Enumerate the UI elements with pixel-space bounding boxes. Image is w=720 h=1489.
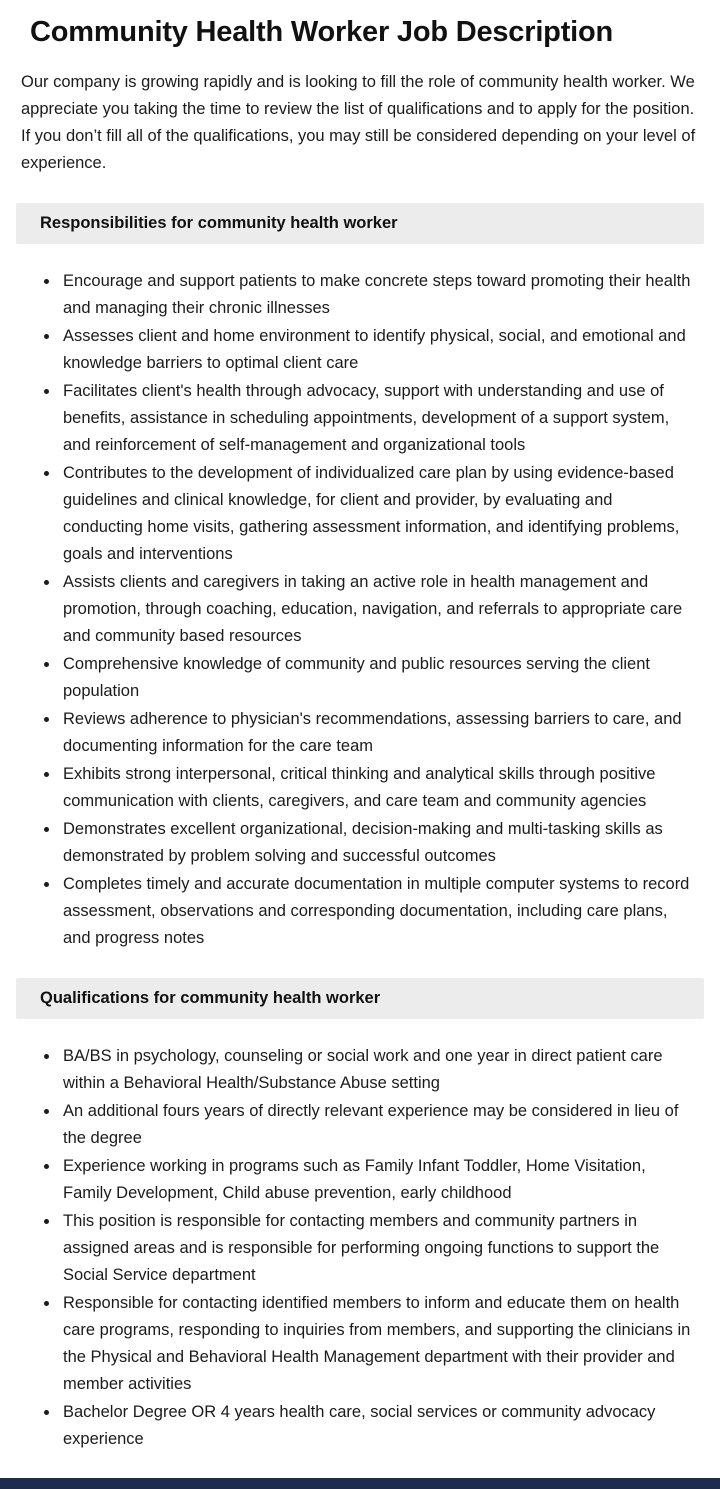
list-item: • Assesses client and home environment to identify physical, social, and emotional and knowledge barriers to optimal client care — [60, 323, 696, 377]
section-heading-qualifications: Qualifications for community health worker — [16, 978, 704, 1019]
qualifications-list — [21, 1043, 696, 1453]
page-title: Community Health Worker Job Description — [30, 16, 614, 48]
list-item: • Assists clients and caregivers in taking an active role in health management and promotion, through coaching, education, navigation, and referrals to appropriate care and community based resources — [60, 569, 696, 650]
list-item: • Experience working in programs such as Family Infant Toddler, Home Visitation, Family Development, Child abuse prevention, early childhood — [60, 1153, 696, 1207]
list-item: • Comprehensive knowledge of community and public resources serving the client population — [60, 651, 696, 705]
footer-bar — [0, 1478, 720, 1489]
intro-paragraph: Our company is growing rapidly and is looking to fill the role of community health worker. We appreciate you taking the time to review the list of qualifications and to apply for the position. If you don’t fill all of the qualifications, you may still be considered depending on your level of experience. — [21, 72, 696, 172]
list-item: • Responsible for contacting identified members to inform and educate them on health care programs, responding to inquiries from members, and supporting the clinicians in the Physical and Behavioral Health Management department with their provider and member activities — [60, 1290, 696, 1398]
list-item: • Encourage and support patients to make concrete steps toward promoting their health and managing their chronic illnesses — [60, 268, 696, 322]
list-item: • Reviews adherence to physician's recommendations, assessing barriers to care, and documenting information for the care team — [60, 706, 696, 760]
list-item: • Bachelor Degree OR 4 years health care, social services or community advocacy experience — [60, 1399, 696, 1453]
section-heading-responsibilities: Responsibilities for community health worker — [16, 203, 704, 244]
list-item: • BA/BS in psychology, counseling or social work and one year in direct patient care within a Behavioral Health/Substance Abuse setting — [60, 1043, 696, 1097]
list-item: • Demonstrates excellent organizational, decision-making and multi-tasking skills as demonstrated by problem solving and successful outcomes — [60, 816, 696, 870]
responsibilities-list — [21, 268, 696, 952]
list-item: • This position is responsible for contacting members and community partners in assigned areas and is responsible for performing ongoing functions to support the Social Service department — [60, 1208, 696, 1289]
list-item: • An additional fours years of directly relevant experience may be considered in lieu of the degree — [60, 1098, 696, 1152]
list-item: • Completes timely and accurate documentation in multiple computer systems to record assessment, observations and corresponding documentation, including care plans, and progress notes — [60, 871, 696, 952]
list-item: • Facilitates client's health through advocacy, support with understanding and use of benefits, assistance in scheduling appointments, development of a support system, and reinforcement of self-management and organizational tools — [60, 378, 696, 459]
list-item: • Exhibits strong interpersonal, critical thinking and analytical skills through positive communication with clients, caregivers, and care team and community agencies — [60, 761, 696, 815]
list-item: • Contributes to the development of individualized care plan by using evidence-based guidelines and clinical knowledge, for client and provider, by evaluating and conducting home visits, gathering assessment information, and identifying problems, goals and interventions — [60, 460, 696, 568]
